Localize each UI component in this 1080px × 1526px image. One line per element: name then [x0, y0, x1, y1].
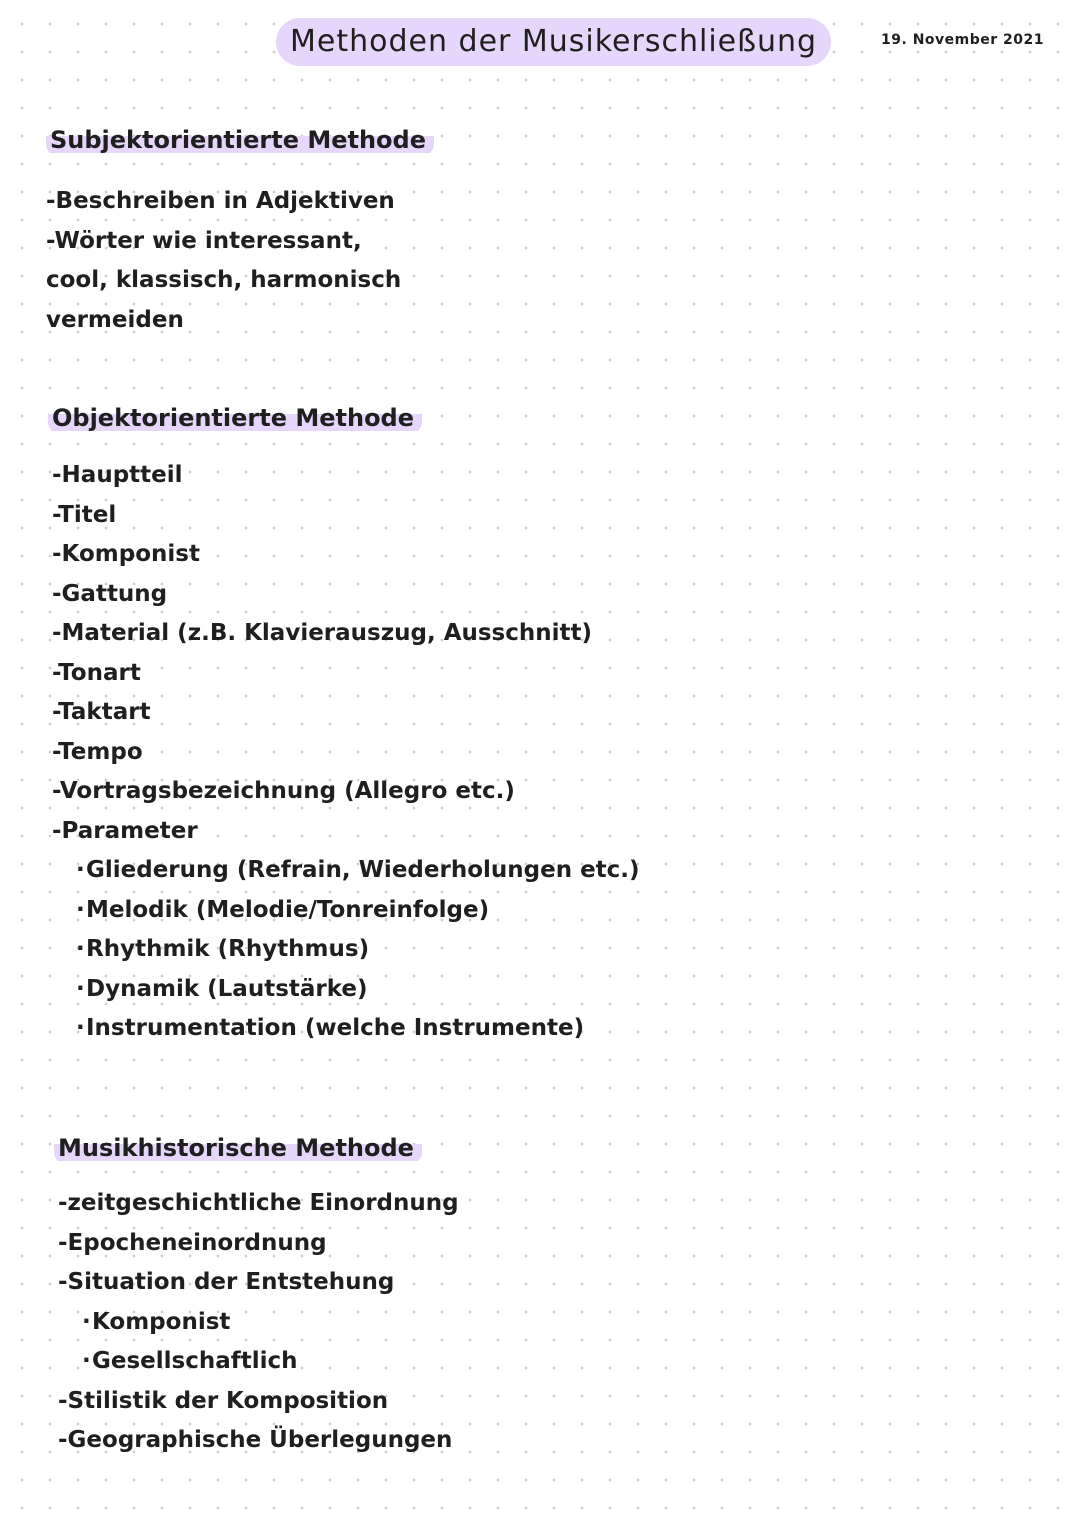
- page-date: 19. November 2021: [881, 32, 1044, 48]
- list-item: cool, klassisch, harmonisch: [46, 267, 402, 293]
- list-item: -Stilistik der Komposition: [58, 1387, 389, 1414]
- list-item: -Parameter: [52, 817, 198, 844]
- list-item: vermeiden: [46, 306, 184, 333]
- list-subitem: · Dynamik (Lautstärke): [52, 970, 640, 1010]
- section-heading-musikhistorisch: Musikhistorische Methode: [54, 1132, 422, 1164]
- list-subitem: · Gliederung (Refrain, Wiederholungen etc.): [52, 851, 640, 891]
- list-subitem: · Gesellschaftlich: [58, 1342, 459, 1382]
- list-subitem: · Komponist: [58, 1303, 459, 1343]
- section-list-subjektorientiert: [46, 182, 401, 340]
- page-title: Methoden der Musikerschließung: [276, 18, 831, 66]
- list-subitem: · Rhythmik (Rhythmus): [52, 930, 640, 970]
- list-item: -Wörter wie interessant,: [46, 227, 362, 254]
- section-list-musikhistorisch: [58, 1184, 459, 1461]
- section-list-objektorientiert: [52, 456, 640, 1049]
- list-item: -Situation der Entstehung: [58, 1269, 395, 1295]
- list-item: -Komponist: [52, 541, 200, 567]
- list-item: -Material (z.B. Klavierauszug, Ausschnitt): [52, 620, 593, 646]
- list-item: -Tempo: [52, 738, 143, 765]
- section-heading-subjektorientiert: Subjektorientierte Methode: [46, 124, 434, 156]
- list-item: -Taktart: [52, 699, 151, 725]
- list-subitem: · Melodik (Melodie/Tonreinfolge): [52, 891, 640, 931]
- list-item: -Tonart: [52, 659, 141, 686]
- list-item: -Epocheneinordnung: [58, 1229, 327, 1256]
- list-item: -Titel: [52, 501, 117, 528]
- list-item: -Gattung: [52, 580, 168, 607]
- list-item: -zeitgeschichtliche Einordnung: [58, 1190, 459, 1216]
- section-heading-objektorientiert: Objektorientierte Methode: [48, 402, 422, 434]
- list-subitem: · Instrumentation (welche Instrumente): [52, 1009, 640, 1049]
- list-item: -Beschreiben in Adjektiven: [46, 188, 395, 214]
- list-item: -Hauptteil: [52, 462, 183, 488]
- list-item: -Geographische Überlegungen: [58, 1427, 453, 1453]
- list-item: -Vortragsbezeichnung (Allegro etc.): [52, 778, 515, 804]
